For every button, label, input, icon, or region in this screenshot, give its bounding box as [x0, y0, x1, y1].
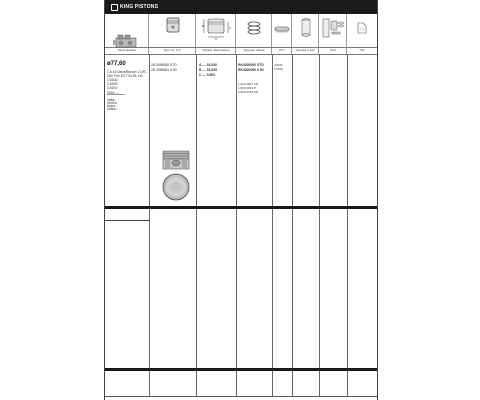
piston-pin-icon	[274, 24, 290, 34]
column-header-pin: Pim	[279, 48, 285, 52]
engine-line: Astra...	[107, 104, 118, 108]
engine-line: 16V Fire E3 TV/LRL H/L	[107, 74, 144, 78]
pin-value: A2021	[274, 63, 283, 67]
column-header-liner: Gömlek -Liner	[296, 48, 315, 52]
engine-kit-icon	[321, 16, 345, 40]
column-divider	[319, 55, 320, 396]
engine-line: 2004 —	[107, 91, 119, 95]
ring-size: 1,500 2013 P	[238, 86, 256, 90]
column-header-dimensions: Ölçüler -Dimensions	[202, 48, 230, 52]
column-header-kit: Kit-2	[329, 48, 337, 52]
engine-sub-divider	[105, 220, 149, 221]
engine-line: 1.6 16 Valve/Benzin 2.0/E..	[107, 70, 148, 74]
brand-mark-icon	[111, 4, 118, 11]
column-divider	[236, 55, 237, 396]
column-divider	[196, 55, 197, 396]
piston-side-image	[161, 150, 191, 170]
engine-line: Zafira...	[107, 107, 119, 111]
piston-dimensions-icon	[200, 16, 232, 40]
column-divider	[272, 55, 273, 396]
engine-line: Jetta...	[107, 98, 118, 102]
svg-text:B: B	[202, 24, 205, 28]
engine-line: C16SE	[107, 82, 118, 86]
cylinder-liner-icon	[300, 18, 312, 38]
ring-code[interactable]: RK4300050 0.50	[238, 68, 264, 72]
row-separator	[105, 368, 377, 371]
ring-code[interactable]: RK4300000 STD	[238, 63, 264, 67]
piston-rings-icon	[246, 20, 262, 36]
pin-value: 17X50	[274, 67, 283, 71]
piston-top-image	[162, 173, 190, 201]
column-divider	[149, 55, 150, 396]
catalog-page	[104, 0, 378, 400]
bottom-line	[105, 396, 377, 397]
engine-bore: ø77,60	[107, 61, 126, 67]
svg-text:A: A	[229, 26, 232, 30]
engine-line: C16NZ	[107, 78, 118, 82]
row-separator	[105, 206, 377, 209]
top-bar	[105, 0, 377, 14]
ring-size: 1,200 2001 CR	[238, 82, 259, 86]
column-header-ref: Ref. No. A.C	[164, 48, 181, 52]
dimension-value: C — 5,500	[199, 73, 216, 77]
column-divider	[292, 55, 293, 396]
svg-text:C: C	[215, 37, 218, 40]
column-header-note: Not	[359, 48, 365, 52]
note-document-icon	[357, 22, 367, 34]
dimension-value: A — 32,050	[199, 63, 217, 67]
brand-name: KING PISTONS	[120, 4, 159, 10]
brand-logo	[111, 3, 158, 11]
ref-number[interactable]: 28-3055651 0.50	[151, 68, 177, 72]
ring-size: 3,000 2763 OP	[238, 90, 259, 94]
ref-number[interactable]: 28-3055650 STD	[151, 63, 177, 67]
column-header-rings: Segman -Rings	[243, 48, 265, 52]
column-divider	[347, 55, 348, 396]
column-header-engine: Motor-Engine	[117, 48, 136, 52]
engine-line: C16SV	[107, 86, 118, 90]
dimension-value: B — 52,500	[199, 68, 218, 72]
piston-icon	[165, 16, 181, 36]
engine-line: Vectra	[107, 101, 117, 105]
